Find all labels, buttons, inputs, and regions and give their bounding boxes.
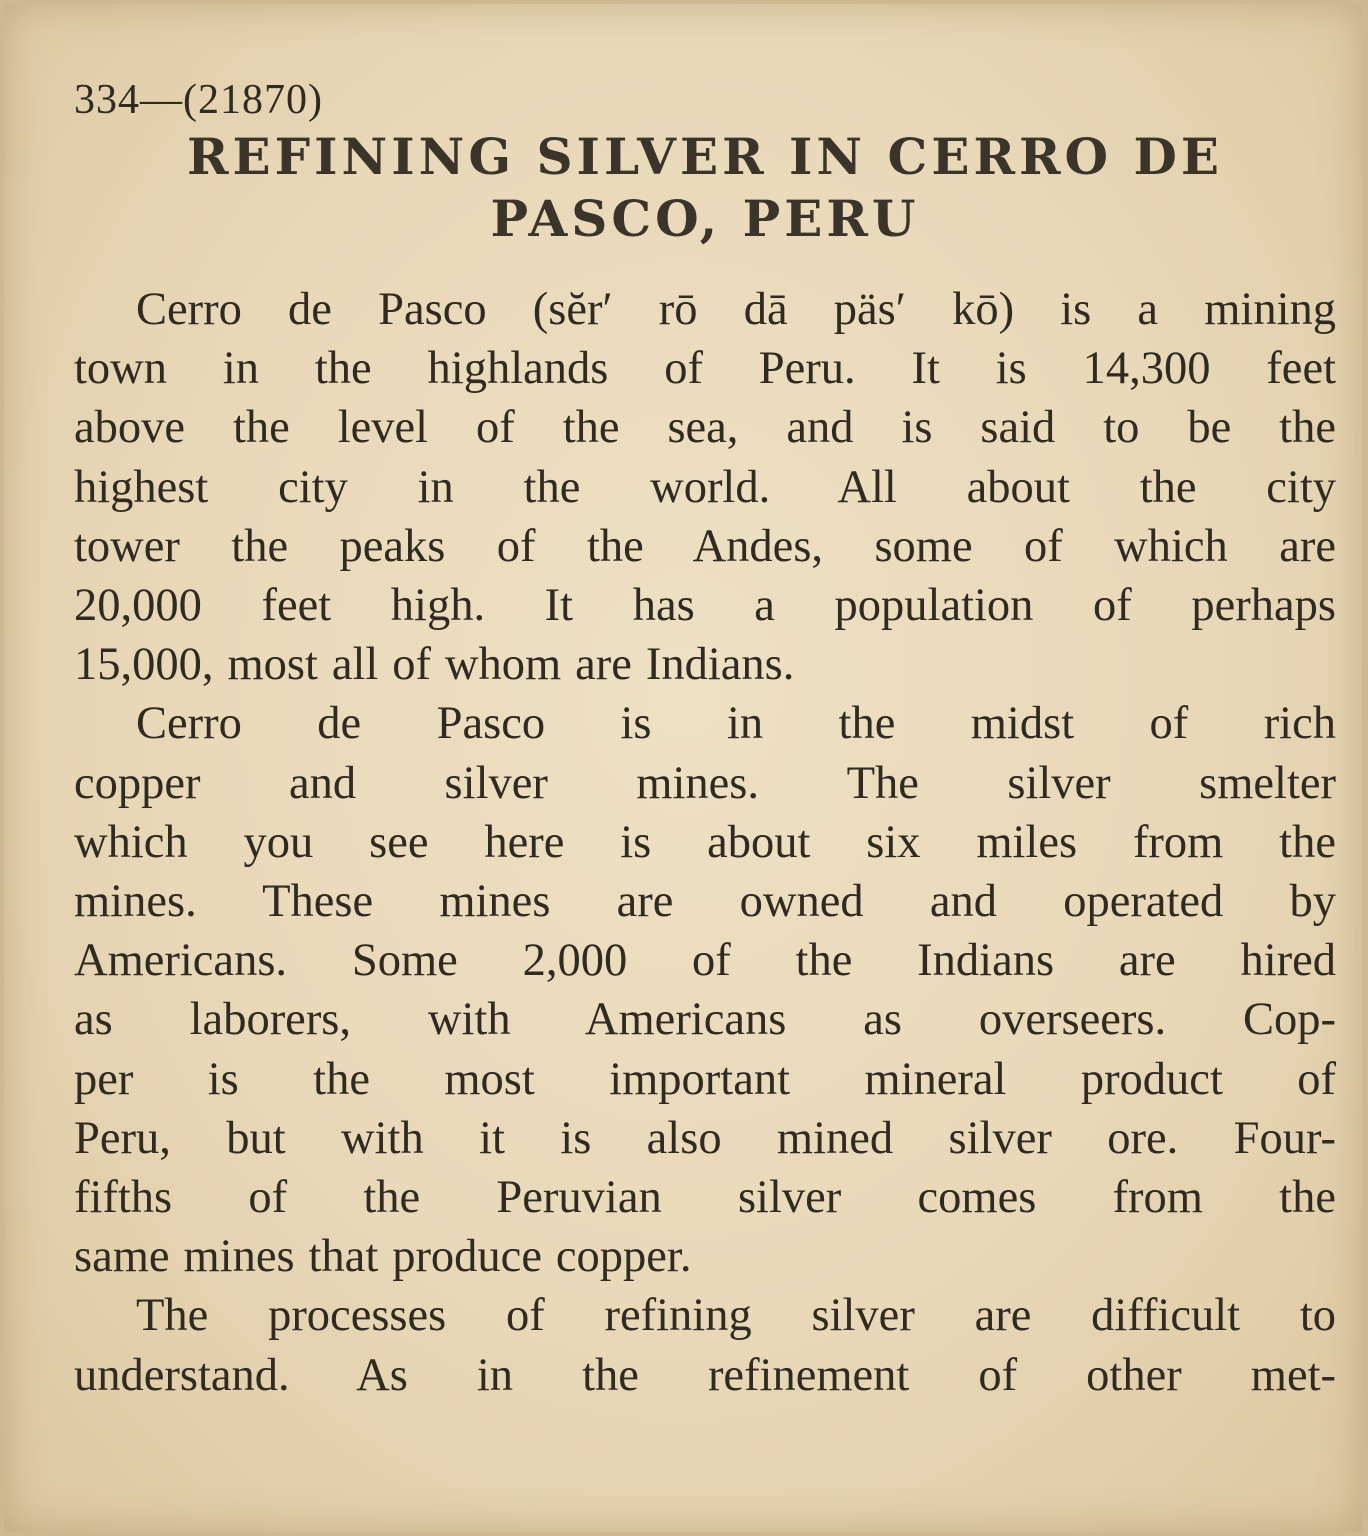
text-line: understand. As in the refinement of other met- [74,1349,1336,1401]
title-line: REFINING SILVER IN CERRO DE [187,127,1223,186]
text-line: as laborers, with Americans as overseers. Cop- [74,994,1336,1046]
text-line: copper and silver mines. The silver smelter [74,757,1336,809]
card-content [74,74,1336,1405]
text-line: 20,000 feet high. It has a population of perhaps [74,580,1336,632]
text-line: 15,000, most all of whom are Indians. [74,639,795,691]
text-line: tower the peaks of the Andes, some of which are [74,520,1336,572]
card-number: 334—(21870) [74,77,323,123]
paragraph-2 [74,694,1336,1286]
text-line: Americans. Some 2,000 of the Indians are hired [74,935,1336,987]
text-line: fifths of the Peruvian silver comes from the [74,1172,1336,1224]
text-line: Cerro de Pasco is in the midst of rich [136,698,1336,750]
title-line: PASCO, PERU [490,189,920,248]
text-line: Cerro de Pasco (sĕr′ rō dā päs′ kō) is a mining [136,284,1336,335]
text-line: Peru, but with it is also mined silver ore. Four- [74,1112,1336,1164]
text-line: per is the most important mineral product of [74,1053,1336,1105]
text-line: The processes of refining silver are difficult to [136,1290,1336,1342]
text-line: mines. These mines are owned and operated by [74,876,1336,928]
card-title [74,126,1336,250]
text-line: same mines that produce copper. [74,1231,692,1283]
text-line: town in the highlands of Peru. It is 14,300 feet [74,343,1336,395]
paragraph-1 [74,280,1336,694]
text-line: highest city in the world. All about the city [74,461,1336,513]
text-line: which you see here is about six miles from the [74,816,1336,868]
paragraph-3 [74,1286,1336,1404]
card [4,4,1362,1532]
text-line: above the level of the sea, and is said to be the [74,402,1336,454]
